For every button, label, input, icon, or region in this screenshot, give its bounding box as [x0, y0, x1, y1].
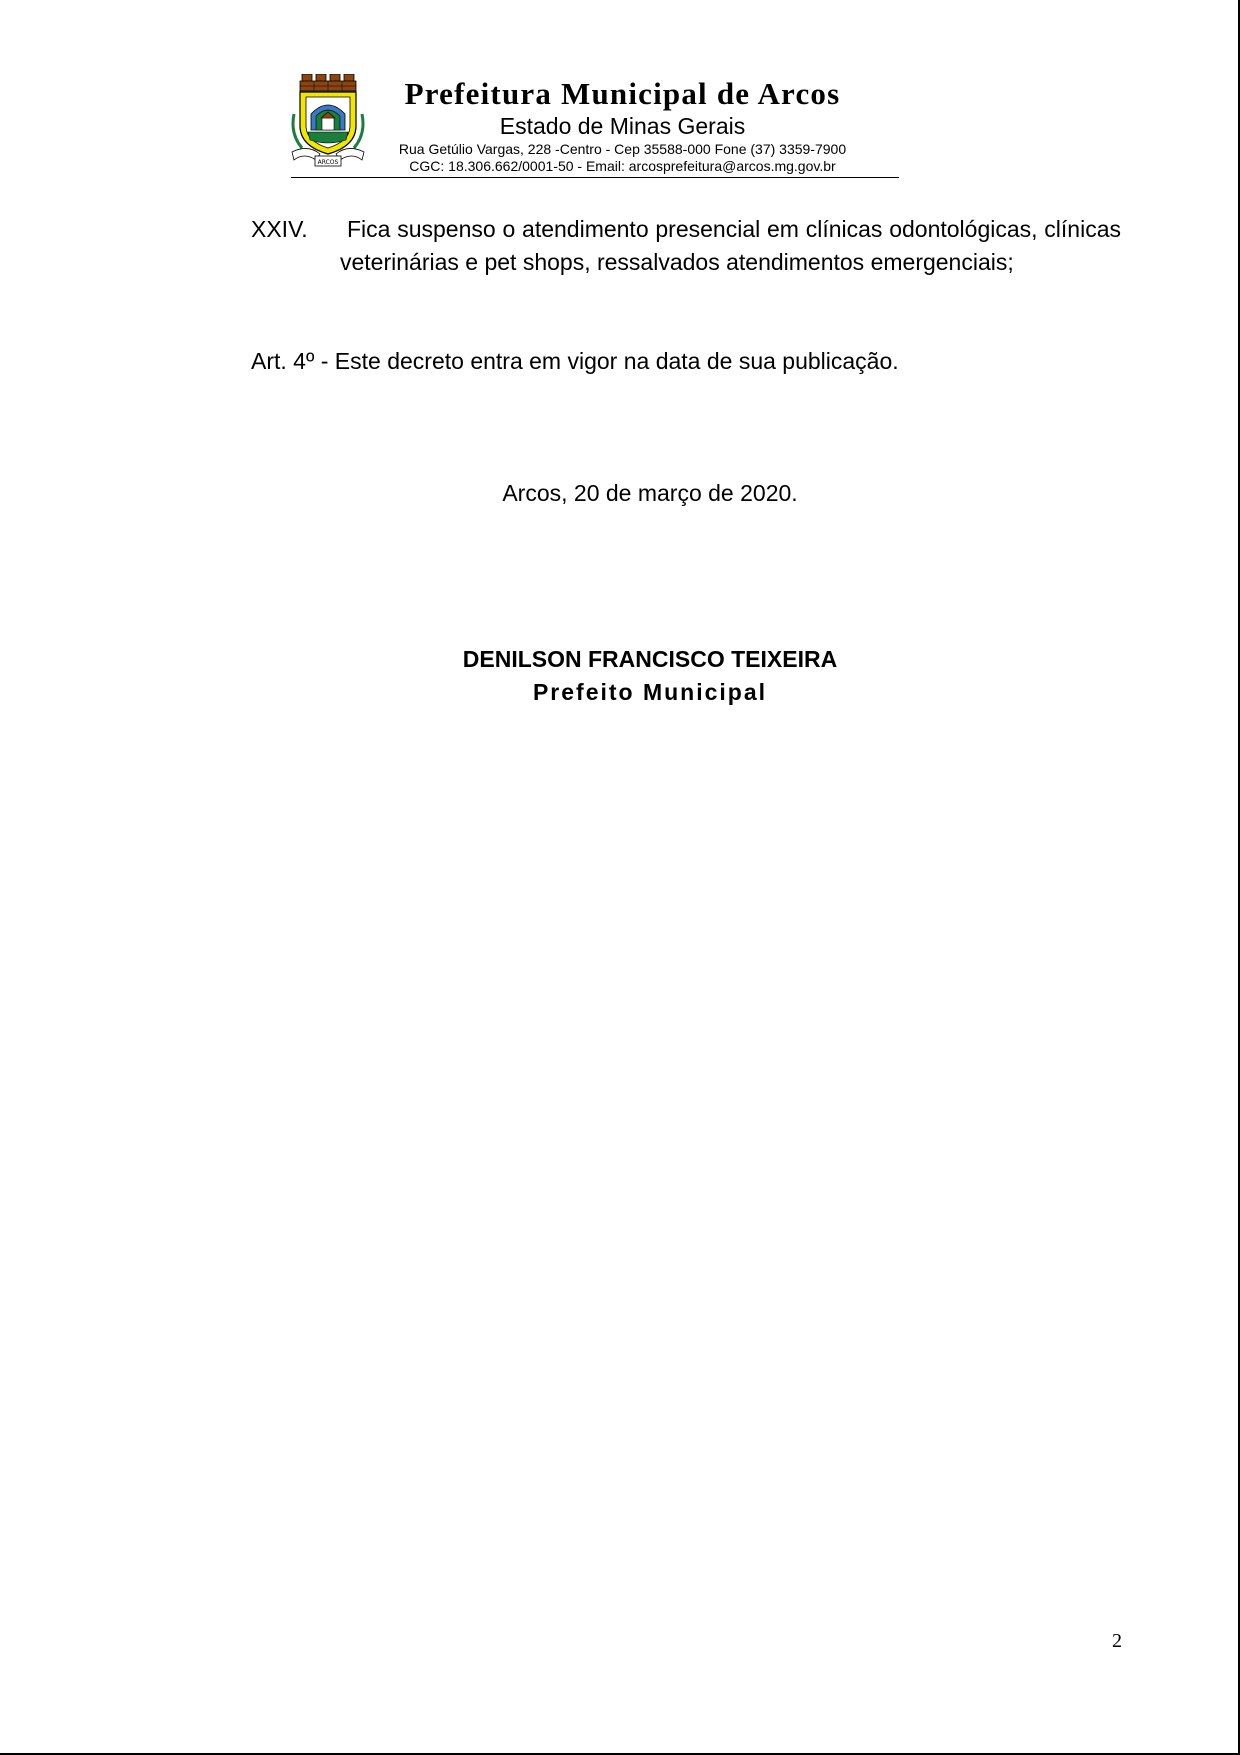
- page-number: 2: [1112, 1630, 1122, 1652]
- header-cgc-email: CGC: 18.306.662/0001-50 - Email: arcosprefeitura@arcos.mg.gov.br: [409, 158, 836, 174]
- header-title: Prefeitura Municipal de Arcos: [404, 76, 841, 111]
- item-number: XXIV.: [251, 216, 308, 242]
- header-state: Estado de Minas Gerais: [499, 113, 746, 139]
- date-line: Arcos, 20 de março de 2020.: [502, 480, 798, 506]
- article-text: Art. 4º - Este decreto entra em vigor na data de sua publicação.: [251, 348, 899, 374]
- header-divider: [291, 177, 899, 178]
- header-address: Rua Getúlio Vargas, 228 -Centro - Cep 35588-000 Fone (37) 3359-7900: [398, 141, 847, 157]
- signer-name: DENILSON FRANCISCO TEIXEIRA: [462, 646, 838, 672]
- logo-ribbon-text: ARCOS: [317, 159, 339, 166]
- item-text: Fica suspenso o atendimento presencial em clínicas odontológicas, clínicas veterinárias e pet shops, ressalvados atendimentos emergenciais;: [340, 216, 1121, 275]
- signer-role: Prefeito Municipal: [532, 679, 768, 705]
